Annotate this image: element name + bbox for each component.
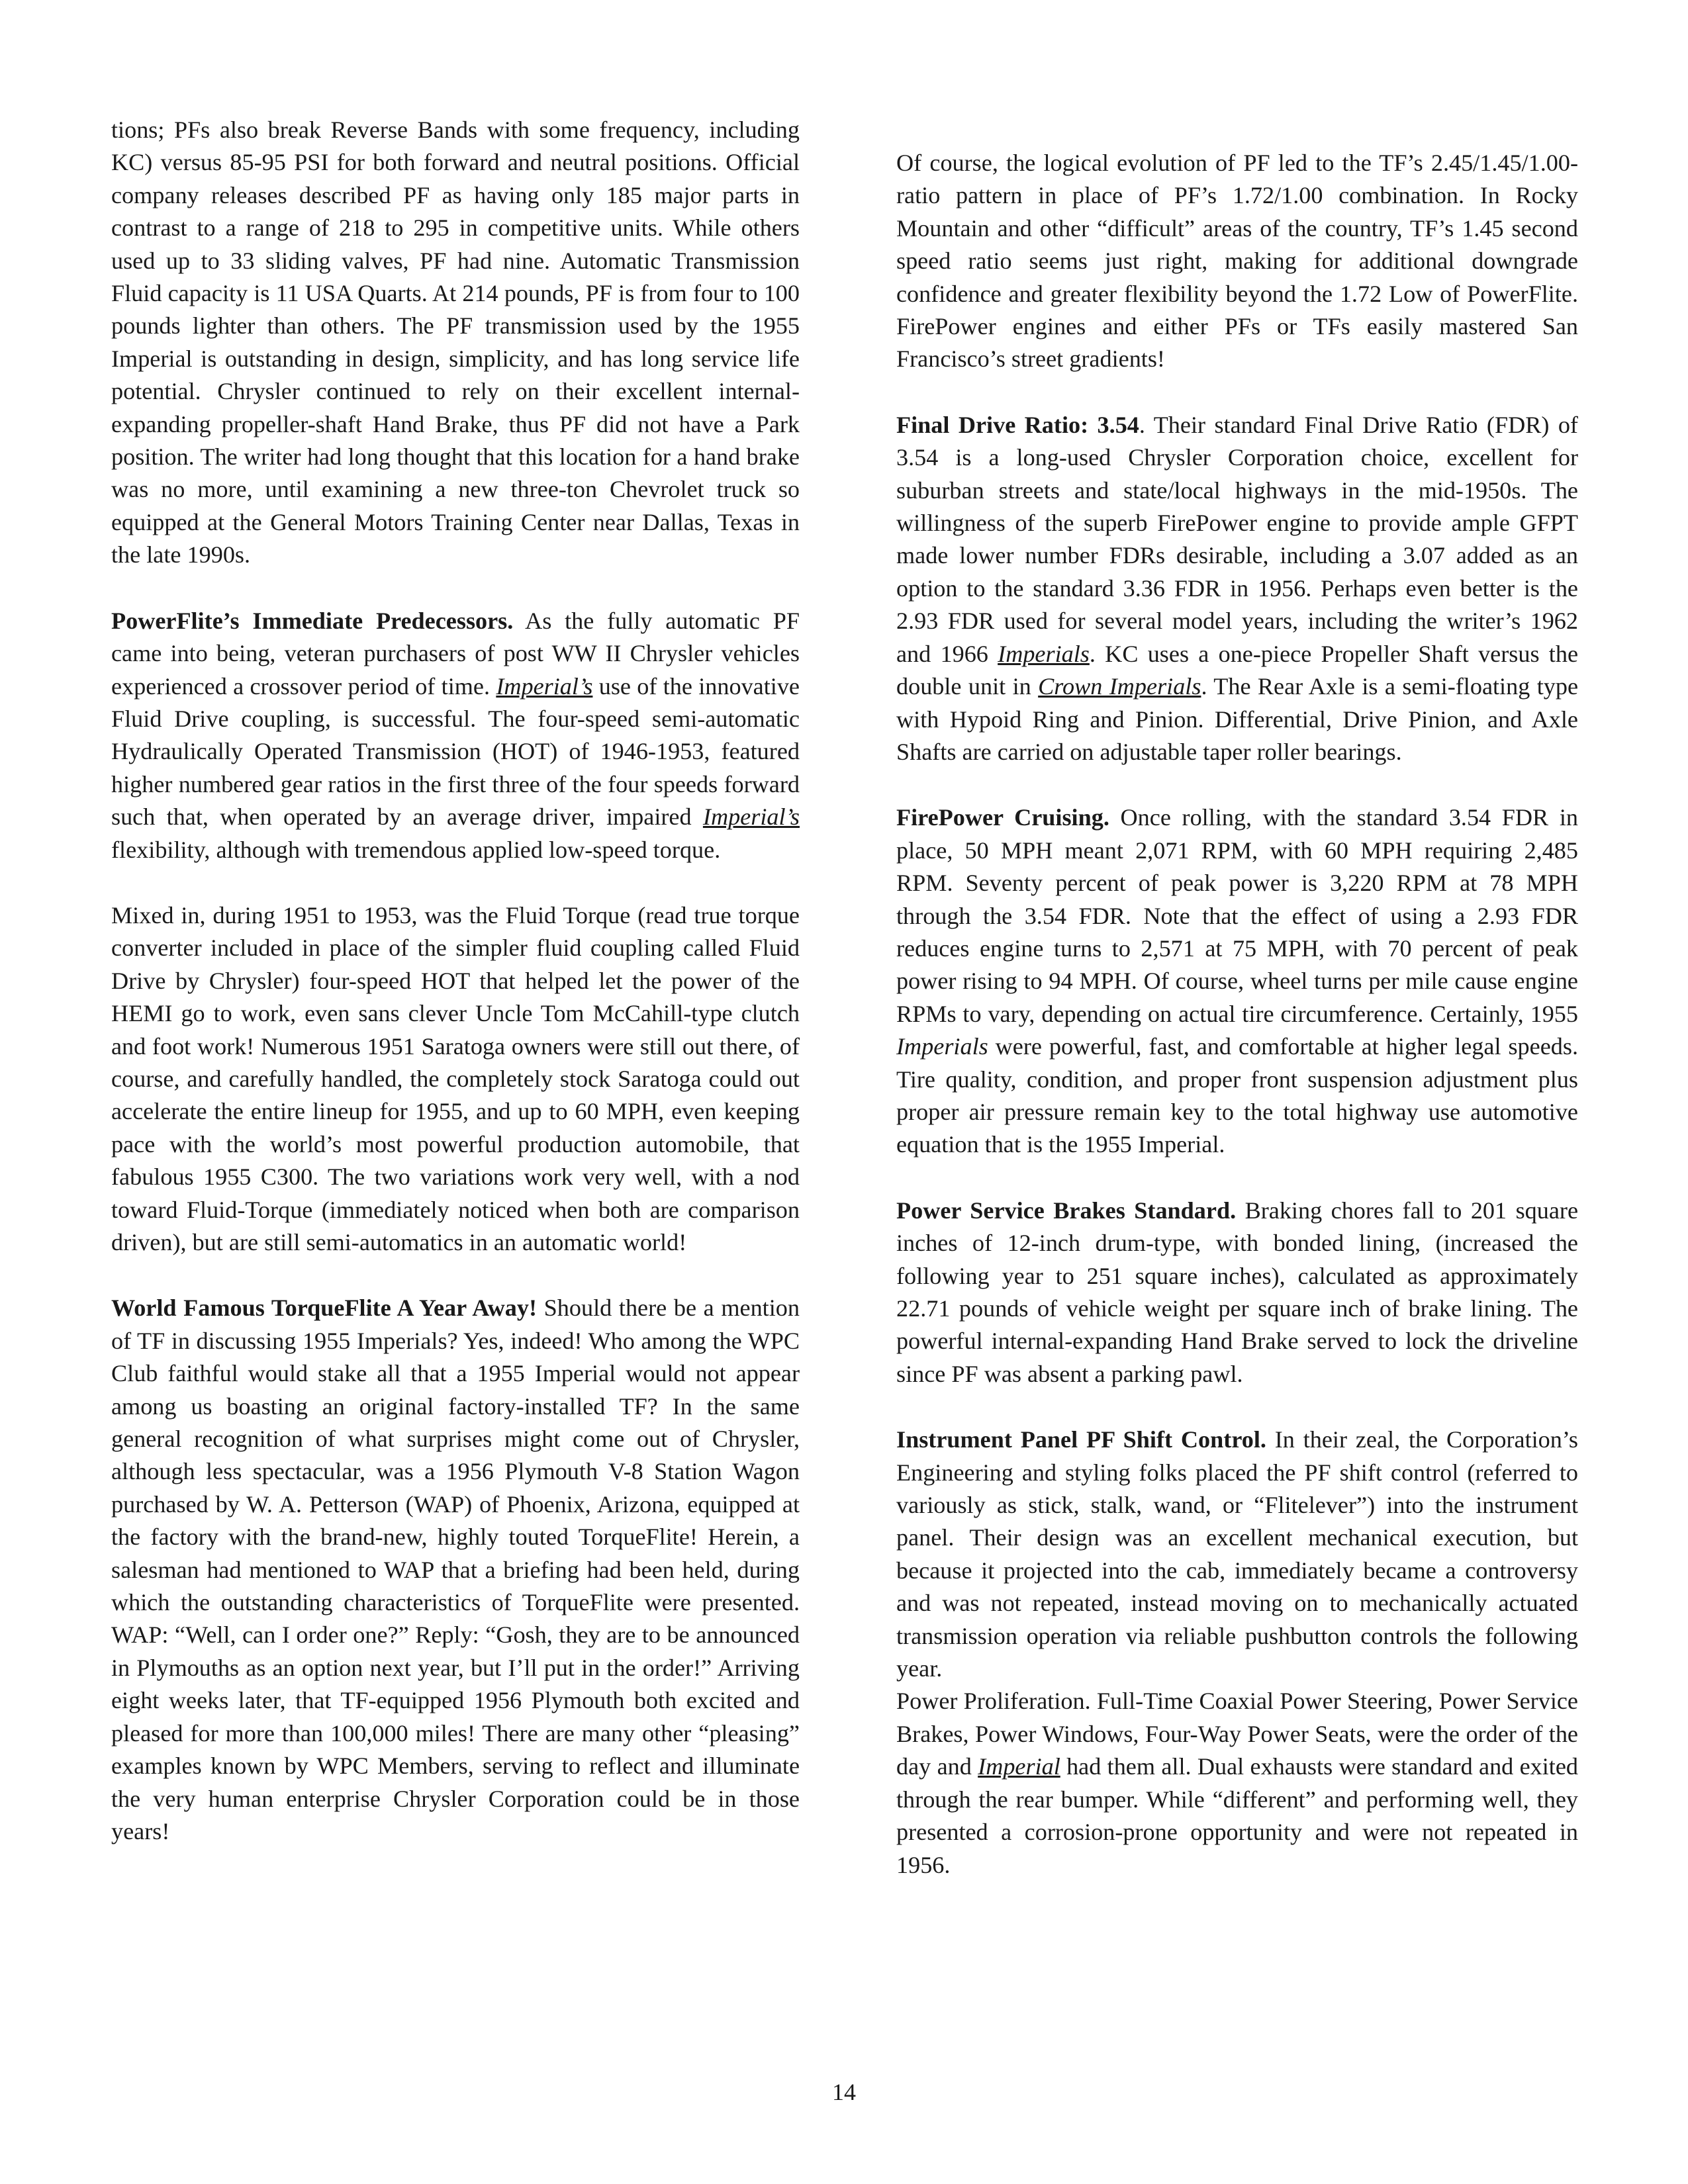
paragraph bbox=[111, 1292, 800, 1848]
paragraph-text: . Their standard Final Drive Ratio (FDR) of 3.54 is a long-used Chrysler Corporation choice, excellent for suburban streets and state/local highways in the mid-1950s. The willingness of the superb FirePower engine to provide ample GFPT made lower number FDRs desirable, including a 3.07 added as an option to the standard 3.36 FDR in 1956. Perhaps even better is the 2.93 FDR used for several model years, including the writer’s 1962 and 1966 bbox=[896, 411, 1578, 667]
emphasis-text: Imperials bbox=[998, 640, 1090, 667]
section-heading: Power Service Brakes Standard. bbox=[896, 1197, 1237, 1224]
paragraph bbox=[896, 1685, 1578, 1881]
right-column bbox=[896, 147, 1578, 1915]
paragraph-text: Should there be a mention of TF in discussing 1955 Imperials? Yes, indeed! Who among the WPC Club faithful would stake all that a 1955 Imperial would not appear among us boasting an original factory-installed TF? In the same general recognition of what surprises might come out of Chrysler, although less spectacular, was a 1956 Plymouth V-8 Station Wagon purchased by W. A. Petterson (WAP) of Phoenix, Arizona, equipped at the factory with the brand-new, highly touted TorqueFlite! Herein, a salesman had mentioned to WAP that a briefing had been held, during which the outstanding characteristics of TorqueFlite were presented. WAP: “Well, can I order one?” Reply: “Gosh, they are to be announced in Plymouths as an option next year, but I’ll put in the order!” Arriving eight weeks later, that TF-equipped 1956 Plymouth both excited and pleased for more than 100,000 miles! There are many other “pleasing” examples known by WPC Members, serving to reflect and illuminate the very human enterprise Chrysler Corporation could be in those years! bbox=[111, 1295, 800, 1844]
paragraph-text: . KC uses a one-piece Propeller Shaft versus the double unit in bbox=[896, 640, 1579, 700]
paragraph-text: As the fully automatic PF came into being, veteran purchasers of post WW II Chrysler vehicles experienced a crossover period of time. bbox=[111, 607, 800, 700]
section-heading: Final Drive Ratio: 3.54 bbox=[896, 411, 1139, 438]
paragraph-text: Of course, the logical evolution of PF led to the TF’s 2.45/1.45/1.00-ratio pattern in place of PF’s 1.72/1.00 combination. In Rocky Mountain and other “difficult” areas of the country, TF’s 1.45 second speed ratio seems just right, making for additional downgrade confidence and greater flexibility beyond the 1.72 Low of PowerFlite. FirePower engines and either PFs or TFs easily mastered San Francisco’s street gradients! bbox=[896, 150, 1578, 373]
section-heading: Instrument Panel PF Shift Control. bbox=[896, 1426, 1266, 1453]
paragraph bbox=[896, 801, 1578, 1161]
paragraph bbox=[896, 1195, 1578, 1390]
emphasis-text: Imperial’s bbox=[496, 672, 593, 700]
paragraph bbox=[111, 114, 800, 572]
page-number: 14 bbox=[832, 2079, 856, 2105]
emphasis-text: Imperial’s bbox=[702, 803, 800, 831]
paragraph bbox=[896, 147, 1578, 376]
left-column bbox=[111, 114, 800, 1881]
emphasis-text: Crown Imperials bbox=[1038, 673, 1201, 700]
section-heading: FirePower Cruising. bbox=[896, 804, 1109, 831]
paragraph-text: Once rolling, with the standard 3.54 FDR in place, 50 MPH meant 2,071 RPM, with 60 MPH requiring 2,485 RPM. Seventy percent of peak power is 3,220 RPM at 78 MPH through the 3.54 FDR. Note that the effect of using a 2.93 FDR reduces engine turns to 2,571 at 75 MPH, with 70 percent of peak power rising to 94 MPH. Of course, wheel turns per mile cause engine RPMs to vary, depending on actual tire circumference. Certainly, 1955 bbox=[896, 804, 1578, 1027]
section-heading: PowerFlite’s Immediate Predecessors. bbox=[111, 607, 514, 634]
paragraph-text: . The Rear Axle is a semi-floating type with Hypoid Ring and Pinion. Differential, Drive Pinion, and Axle Shafts are carried on adjustable taper roller bearings. bbox=[896, 673, 1579, 765]
paragraph-text: tions; PFs also break Reverse Bands with some frequency, including KC) versus 85-95 PSI for both forward and neutral positions. Official company releases described PF as having only 185 major parts in contrast to a range of 218 to 295 in competitive units. While others used up to 33 sliding valves, PF had nine. Automatic Transmission Fluid capacity is 11 USA Quarts. At 214 pounds, PF is from four to 100 pounds lighter than others. The PF transmission used by the 1955 Imperial is outstanding in design, simplicity, and has long service life potential. Chrysler continued to rely on their excellent internal-expanding propeller-shaft Hand Brake, thus PF did not have a Park position. The writer had long thought that this location for a hand brake was no more, until examining a new three-ton Chevrolet truck so equipped at the General Motors Training Center near Dallas, Texas in the late 1990s. bbox=[111, 116, 800, 569]
emphasis-text: Imperials bbox=[896, 1033, 988, 1060]
emphasis-text: Imperial bbox=[978, 1753, 1060, 1780]
paragraph-text: Braking chores fall to 201 square inches of 12-inch drum-type, with bonded lining, (increased the following year to 251 square inches), calculated as approximately 22.71 pounds of vehicle weight per square inch of brake lining. The powerful internal-expanding Hand Brake served to lock the driveline since PF was absent a parking pawl. bbox=[896, 1197, 1579, 1387]
paragraph bbox=[896, 1424, 1578, 1685]
section-heading: World Famous TorqueFlite A Year Away! bbox=[111, 1295, 538, 1322]
paragraph-text: flexibility, although with tremendous applied low-speed torque. bbox=[111, 836, 721, 863]
paragraph bbox=[896, 409, 1578, 768]
paragraph bbox=[111, 899, 800, 1259]
paragraph bbox=[111, 605, 800, 866]
paragraph-text: Mixed in, during 1951 to 1953, was the Fluid Torque (read true torque converter included in place of the simpler fluid coupling called Fluid Drive by Chrysler) four-speed HOT that helped let the power of the HEMI go to work, even sans clever Uncle Tom McCahill-type clutch and foot work! Numerous 1951 Saratoga owners were still out there, of course, and carefully handled, the completely stock Saratoga could out accelerate the entire lineup for 1955, and up to 60 MPH, even keeping pace with the world’s most powerful production automobile, that fabulous 1955 C300. The two variations work very well, with a nod toward Fluid-Torque (immediately noticed when both are comparison driven), but are still semi-automatics in an automatic world! bbox=[111, 901, 800, 1255]
paragraph-text: In their zeal, the Corporation’s Engineering and styling folks placed the PF shift control (referred to variously as stick, stalk, wand, or “Flitelever”) into the instrument panel. Their design was an excellent mechanical execution, but because it projected into the cab, immediately became a controversy and was not repeated, instead moving on to mechanically actuated transmission operation via reliable pushbutton controls the following year. bbox=[896, 1426, 1578, 1682]
paragraph-text: were powerful, fast, and comfortable at higher legal speeds. Tire quality, condition, and proper front suspension adjustment plus proper air pressure remain key to the total highway use automotive equation that is the 1955 Imperial. bbox=[896, 1033, 1578, 1158]
paragraph-text: had them all. Dual exhausts were standard and exited through the rear bumper. While “different” and performing well, they presented a corrosion-prone opportunity and were not repeated in 1956. bbox=[896, 1753, 1579, 1878]
paragraph-text: Power Proliferation. Full-Time Coaxial Power Steering, Power Service Brakes, Power Windows, Four-Way Power Seats, were the order of the day and bbox=[896, 1688, 1578, 1780]
paragraph-text: use of the innovative Fluid Drive coupling, is successful. The four-speed semi-automatic Hydraulically Operated Transmission (HOT) of 1946-1953, featured higher numbered gear ratios in the first three of the four speeds forward such that, when operated by an average driver, impaired bbox=[111, 672, 800, 831]
